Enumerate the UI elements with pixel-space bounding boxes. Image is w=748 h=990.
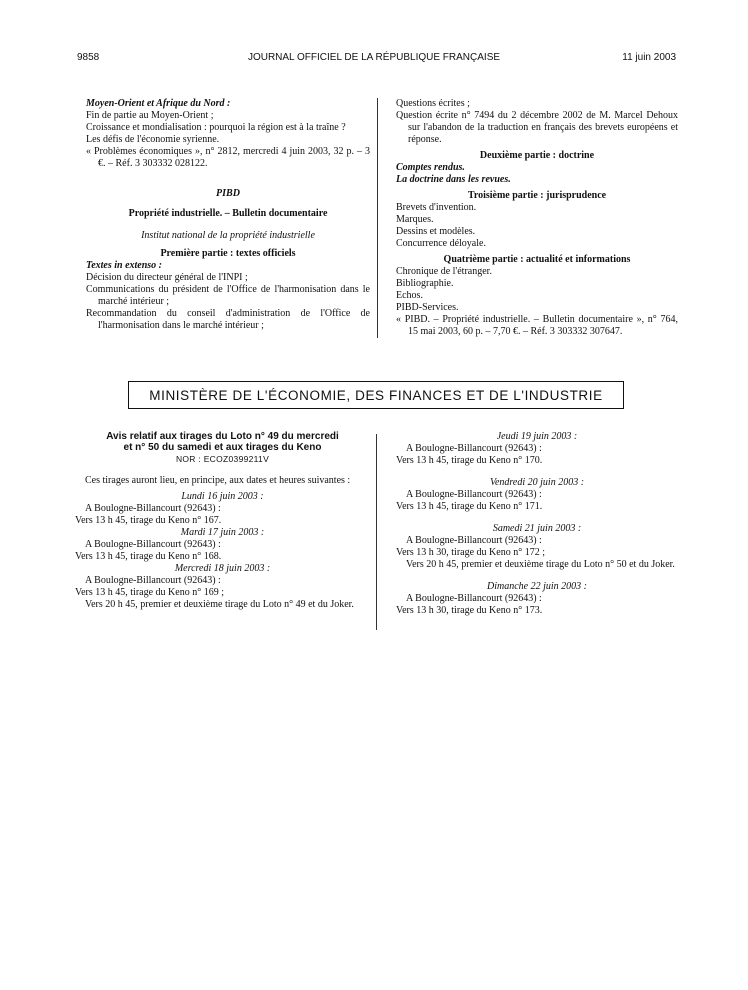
draw-line: Vers 20 h 45, premier et deuxième tirage du Loto n° 50 et du Joker. [406,559,675,570]
part-heading: Deuxième partie : doctrine [479,150,595,161]
reference-line: « PIBD. – Propriété industrielle. – Bulletin documentaire », n° 764, 15 mai 2003, 60 p. – 7,70 €. – Réf. 3 303332 307647. [396,314,678,337]
draw-line: Vers 13 h 45, tirage du Keno n° 167. [75,515,222,526]
ministry-banner [128,381,624,409]
list-item: Bibliographie. [396,278,454,289]
draw-line: Vers 13 h 30, tirage du Keno n° 172 ; [396,547,545,558]
location-line: A Boulogne-Billancourt (92643) : [406,443,542,454]
list-item: Brevets d'invention. [396,202,477,213]
page-number: 9858 [77,52,100,63]
part-heading: Troisième partie : jurisprudence [467,190,607,201]
draw-line: Vers 13 h 30, tirage du Keno n° 173. [396,605,543,616]
location-line: A Boulogne-Billancourt (92643) : [85,575,221,586]
list-item: Décision du directeur général de l'INPI ; [86,272,248,283]
top-right-column [396,98,678,338]
list-item: Les défis de l'économie syrienne. [86,134,220,145]
journal-title: JOURNAL OFFICIEL DE LA RÉPUBLIQUE FRANÇAISE [247,52,501,63]
part-heading: Première partie : textes officiels [160,248,296,259]
avis-intro: Ces tirages auront lieu, en principe, aux dates et heures suivantes : [85,475,351,486]
list-item: Comptes rendus. [396,162,465,173]
location-line: A Boulogne-Billancourt (92643) : [406,535,542,546]
draw-line: Vers 13 h 45, tirage du Keno n° 171. [396,501,543,512]
institute-name: Institut national de la propriété industrielle [141,230,315,241]
list-item: Fin de partie au Moyen-Orient ; [86,110,214,121]
list-item: Echos. [396,290,423,301]
avis-title-line: Avis relatif aux tirages du Loto n° 49 du mercredi [106,431,339,442]
list-item: Croissance et mondialisation : pourquoi la région est à la traîne ? [86,122,346,133]
list-item: PIBD-Services. [396,302,459,313]
draw-line: Vers 13 h 45, tirage du Keno n° 168. [75,551,222,562]
draw-line: Vers 20 h 45, premier et deuxième tirage du Loto n° 49 et du Joker. [85,599,354,610]
column-divider [377,98,378,338]
bulletin-title: Propriété industrielle. – Bulletin documentaire [128,208,328,219]
day-heading: Samedi 21 juin 2003 : [492,523,582,534]
column-divider [376,434,377,630]
reference-line: « Problèmes économiques », n° 2812, mercredi 4 juin 2003, 32 p. – 3 €. – Réf. 3 303332 028122. [86,146,370,169]
list-item: Dessins et modèles. [396,226,476,237]
location-line: A Boulogne-Billancourt (92643) : [406,489,542,500]
location-line: A Boulogne-Billancourt (92643) : [85,539,221,550]
list-item: Questions écrites ; [396,98,470,109]
nor-reference: NOR : ECOZ0399211V [175,454,270,464]
list-item: Marques. [396,214,434,225]
region-heading: Moyen-Orient et Afrique du Nord : [86,98,231,109]
page-header [0,52,748,66]
part-heading: Quatrième partie : actualité et informations [443,254,631,265]
list-item: Concurrence déloyale. [396,238,486,249]
day-heading: Dimanche 22 juin 2003 : [487,581,587,592]
location-line: A Boulogne-Billancourt (92643) : [85,503,221,514]
avis-left-column [75,431,370,611]
list-item: Communications du président de l'Office de l'harmonisation dans le marché intérieur ; [86,284,370,307]
list-item: La doctrine dans les revues. [396,174,511,185]
day-heading: Mercredi 18 juin 2003 : [174,563,271,574]
location-line: A Boulogne-Billancourt (92643) : [406,593,542,604]
draw-line: Vers 13 h 45, tirage du Keno n° 169 ; [75,587,224,598]
list-item: Recommandation du conseil d'administration de l'Office de l'harmonisation dans le marché intérieur ; [86,308,370,331]
day-heading: Vendredi 20 juin 2003 : [489,477,585,488]
avis-right-column [396,431,678,617]
top-left-column [86,98,370,332]
draw-line: Vers 13 h 45, tirage du Keno n° 170. [396,455,543,466]
ministry-title: MINISTÈRE DE L'ÉCONOMIE, DES FINANCES ET DE L'INDUSTRIE [149,387,603,403]
publication-date: 11 juin 2003 [622,52,676,63]
list-item: Chronique de l'étranger. [396,266,492,277]
day-heading: Lundi 16 juin 2003 : [181,491,264,502]
avis-title-line: et n° 50 du samedi et aux tirages du Keno [123,442,322,453]
list-item: Question écrite n° 7494 du 2 décembre 2002 de M. Marcel Dehoux sur l'abandon de la traduction en français des brevets européens et réponse. [396,110,678,145]
subheading: Textes in extenso : [86,260,163,271]
day-heading: Jeudi 19 juin 2003 : [496,431,578,442]
day-heading: Mardi 17 juin 2003 : [180,527,265,538]
section-title-pibd: PIBD [216,188,240,199]
